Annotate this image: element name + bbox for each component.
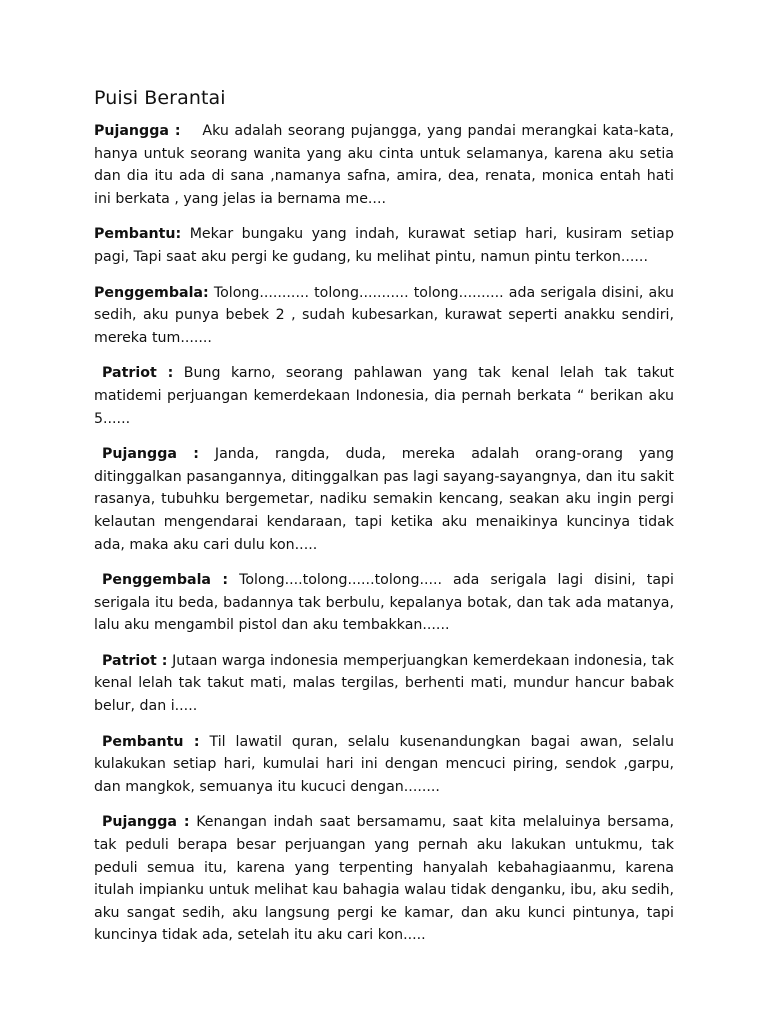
speaker-label: Penggembala: bbox=[94, 284, 209, 301]
speaker-label: Pujangga : bbox=[102, 814, 190, 831]
stanza-6 bbox=[94, 569, 674, 637]
speaker-label: Pujangga : bbox=[94, 123, 181, 139]
stanza-8 bbox=[94, 731, 674, 799]
speaker-label: Pujangga : bbox=[102, 446, 199, 463]
stanza-text: Til lawatil quran, selalu kusenandungkan bagai awan, selalu kulakukan setiap hari, kumulai hari ini dengan mencuci piring, sendok ,garpu, dan mangkok, semuanya itu kucuci dengan........ bbox=[94, 733, 674, 795]
stanza-text: Tolong....tolong......tolong..... ada serigala lagi disini, tapi serigala itu beda, badannya tak berbulu, kepalanya botak, dan tak ada matanya, lalu aku mengambil pistol dan aku tembakkan...... bbox=[94, 572, 674, 634]
stanza-3 bbox=[94, 282, 674, 350]
stanza-5 bbox=[94, 443, 674, 556]
stanza-7 bbox=[94, 650, 674, 718]
document-title: Puisi Berantai bbox=[94, 87, 226, 109]
speaker-label: Patriot : bbox=[102, 652, 168, 669]
stanza-2 bbox=[94, 223, 674, 268]
stanza-text: Kenangan indah saat bersamamu, saat kita melaluinya bersama, tak peduli berapa besar perjuangan yang pernah aku lakukan untukmu, tak peduli semua itu, karena yang terpenting hanyalah kebahagiaanmu, karena itulah impianku untuk melihat kau bahagia walau tidak denganku, ibu, aku sedih, aku sangat sedih, aku langsung pergi ke kamar, dan aku kunci pintunya, tapi kuncinya tidak ada, setelah itu aku cari kon..... bbox=[94, 814, 674, 944]
speaker-label: Pembantu : bbox=[102, 733, 200, 750]
stanza-text: Aku adalah seorang pujangga, yang pandai merangkai kata-kata, hanya untuk seorang wanita yang aku cinta untuk selamanya, karena aku setia dan dia itu ada di sana ,namanya safna, amira, dea, renata, monica entah hati ini berkata , yang jelas ia bernama me.... bbox=[94, 123, 679, 207]
stanza-9 bbox=[94, 811, 674, 947]
stanza-text: Janda, rangda, duda, mereka adalah orang-orang yang ditinggalkan pasangannya, ditinggalkan pas lagi sayang-sayangnya, dan itu sakit rasanya, tubuhku bergemetar, nadiku semakin kencang, seakan aku ingin pergi kelautan mengendarai kendaraan, tapi ketika aku menaikinya kuncinya tidak ada, maka aku cari dulu kon..... bbox=[94, 446, 674, 553]
stanza-1 bbox=[94, 120, 679, 210]
stanza-text: Bung karno, seorang pahlawan yang tak kenal lelah tak takut matidemi perjuangan kemerdekaan Indonesia, dia pernah berkata “ berikan aku 5...... bbox=[94, 365, 674, 427]
stanza-4 bbox=[94, 362, 674, 430]
stanza-text: Tolong........... tolong........... tolong.......... ada serigala disini, aku sedih, aku punya bebek 2 , sudah kubesarkan, kurawat seperti anakku sendiri, mereka tum....... bbox=[94, 284, 674, 346]
speaker-label: Pembantu: bbox=[94, 226, 182, 243]
stanza-text: Mekar bungaku yang indah, kurawat setiap hari, kusiram setiap pagi, Tapi saat aku pergi ke gudang, ku melihat pintu, namun pintu terkon...... bbox=[94, 226, 674, 265]
speaker-label: Penggembala : bbox=[102, 572, 229, 589]
stanza-text: Jutaan warga indonesia memperjuangkan kemerdekaan indonesia, tak kenal lelah tak takut mati, malas tergilas, berhenti mati, mundur hancur babak belur, dan i..... bbox=[94, 652, 675, 715]
speaker-label: Patriot : bbox=[102, 365, 174, 382]
